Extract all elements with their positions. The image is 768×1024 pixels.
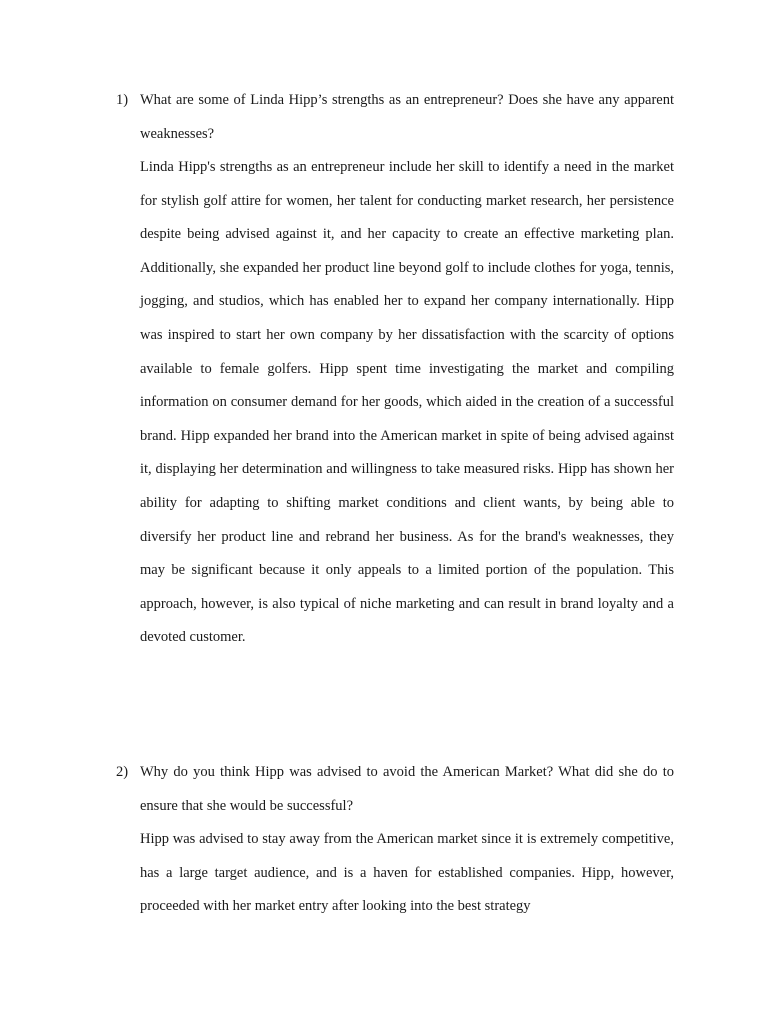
- answer-paragraph: Linda Hipp's strengths as an entrepreneur include her skill to identify a need in the market for stylish golf attire for women, her talent for conducting market research, her persistence despite being advised against it, and her capacity to create an effective marketing plan. Additionally, she expanded her product line beyond golf to include clothes for yoga, tennis, jogging, and studios, which has enabled her to expand her company internationally. Hipp was inspired to start her own company by her dissatisfaction with the scarcity of options available to female golfers. Hipp spent time investigating the market and compiling information on consumer demand for her goods, which aided in the creation of a successful brand. Hipp expanded her brand into the American market in spite of being advised against it, displaying her determination and willingness to take measured risks. Hipp has shown her ability for adapting to shifting market conditions and client wants, by being able to diversify her product line and rebrand her business. As for the brand's weaknesses, they may be significant because it only appeals to a limited portion of the population. This approach, however, is also typical of niche marketing and can result in brand loyalty and a devoted customer.: [140, 159, 674, 646]
- question-text: Why do you think Hipp was advised to avoid the American Market? What did she do to ensure that she would be successful?: [140, 764, 674, 814]
- question-text: What are some of Linda Hipp’s strengths as an entrepreneur? Does she have any apparent weaknesses?: [140, 92, 674, 142]
- question-number: 1): [116, 92, 129, 108]
- question-number: 2): [116, 764, 129, 780]
- answer-paragraph: Hipp was advised to stay away from the American market since it is extremely competitive, has a large target audience, and is a haven for established companies. Hipp, however, proceeded with her market entry after looking into the best strategy: [140, 831, 674, 915]
